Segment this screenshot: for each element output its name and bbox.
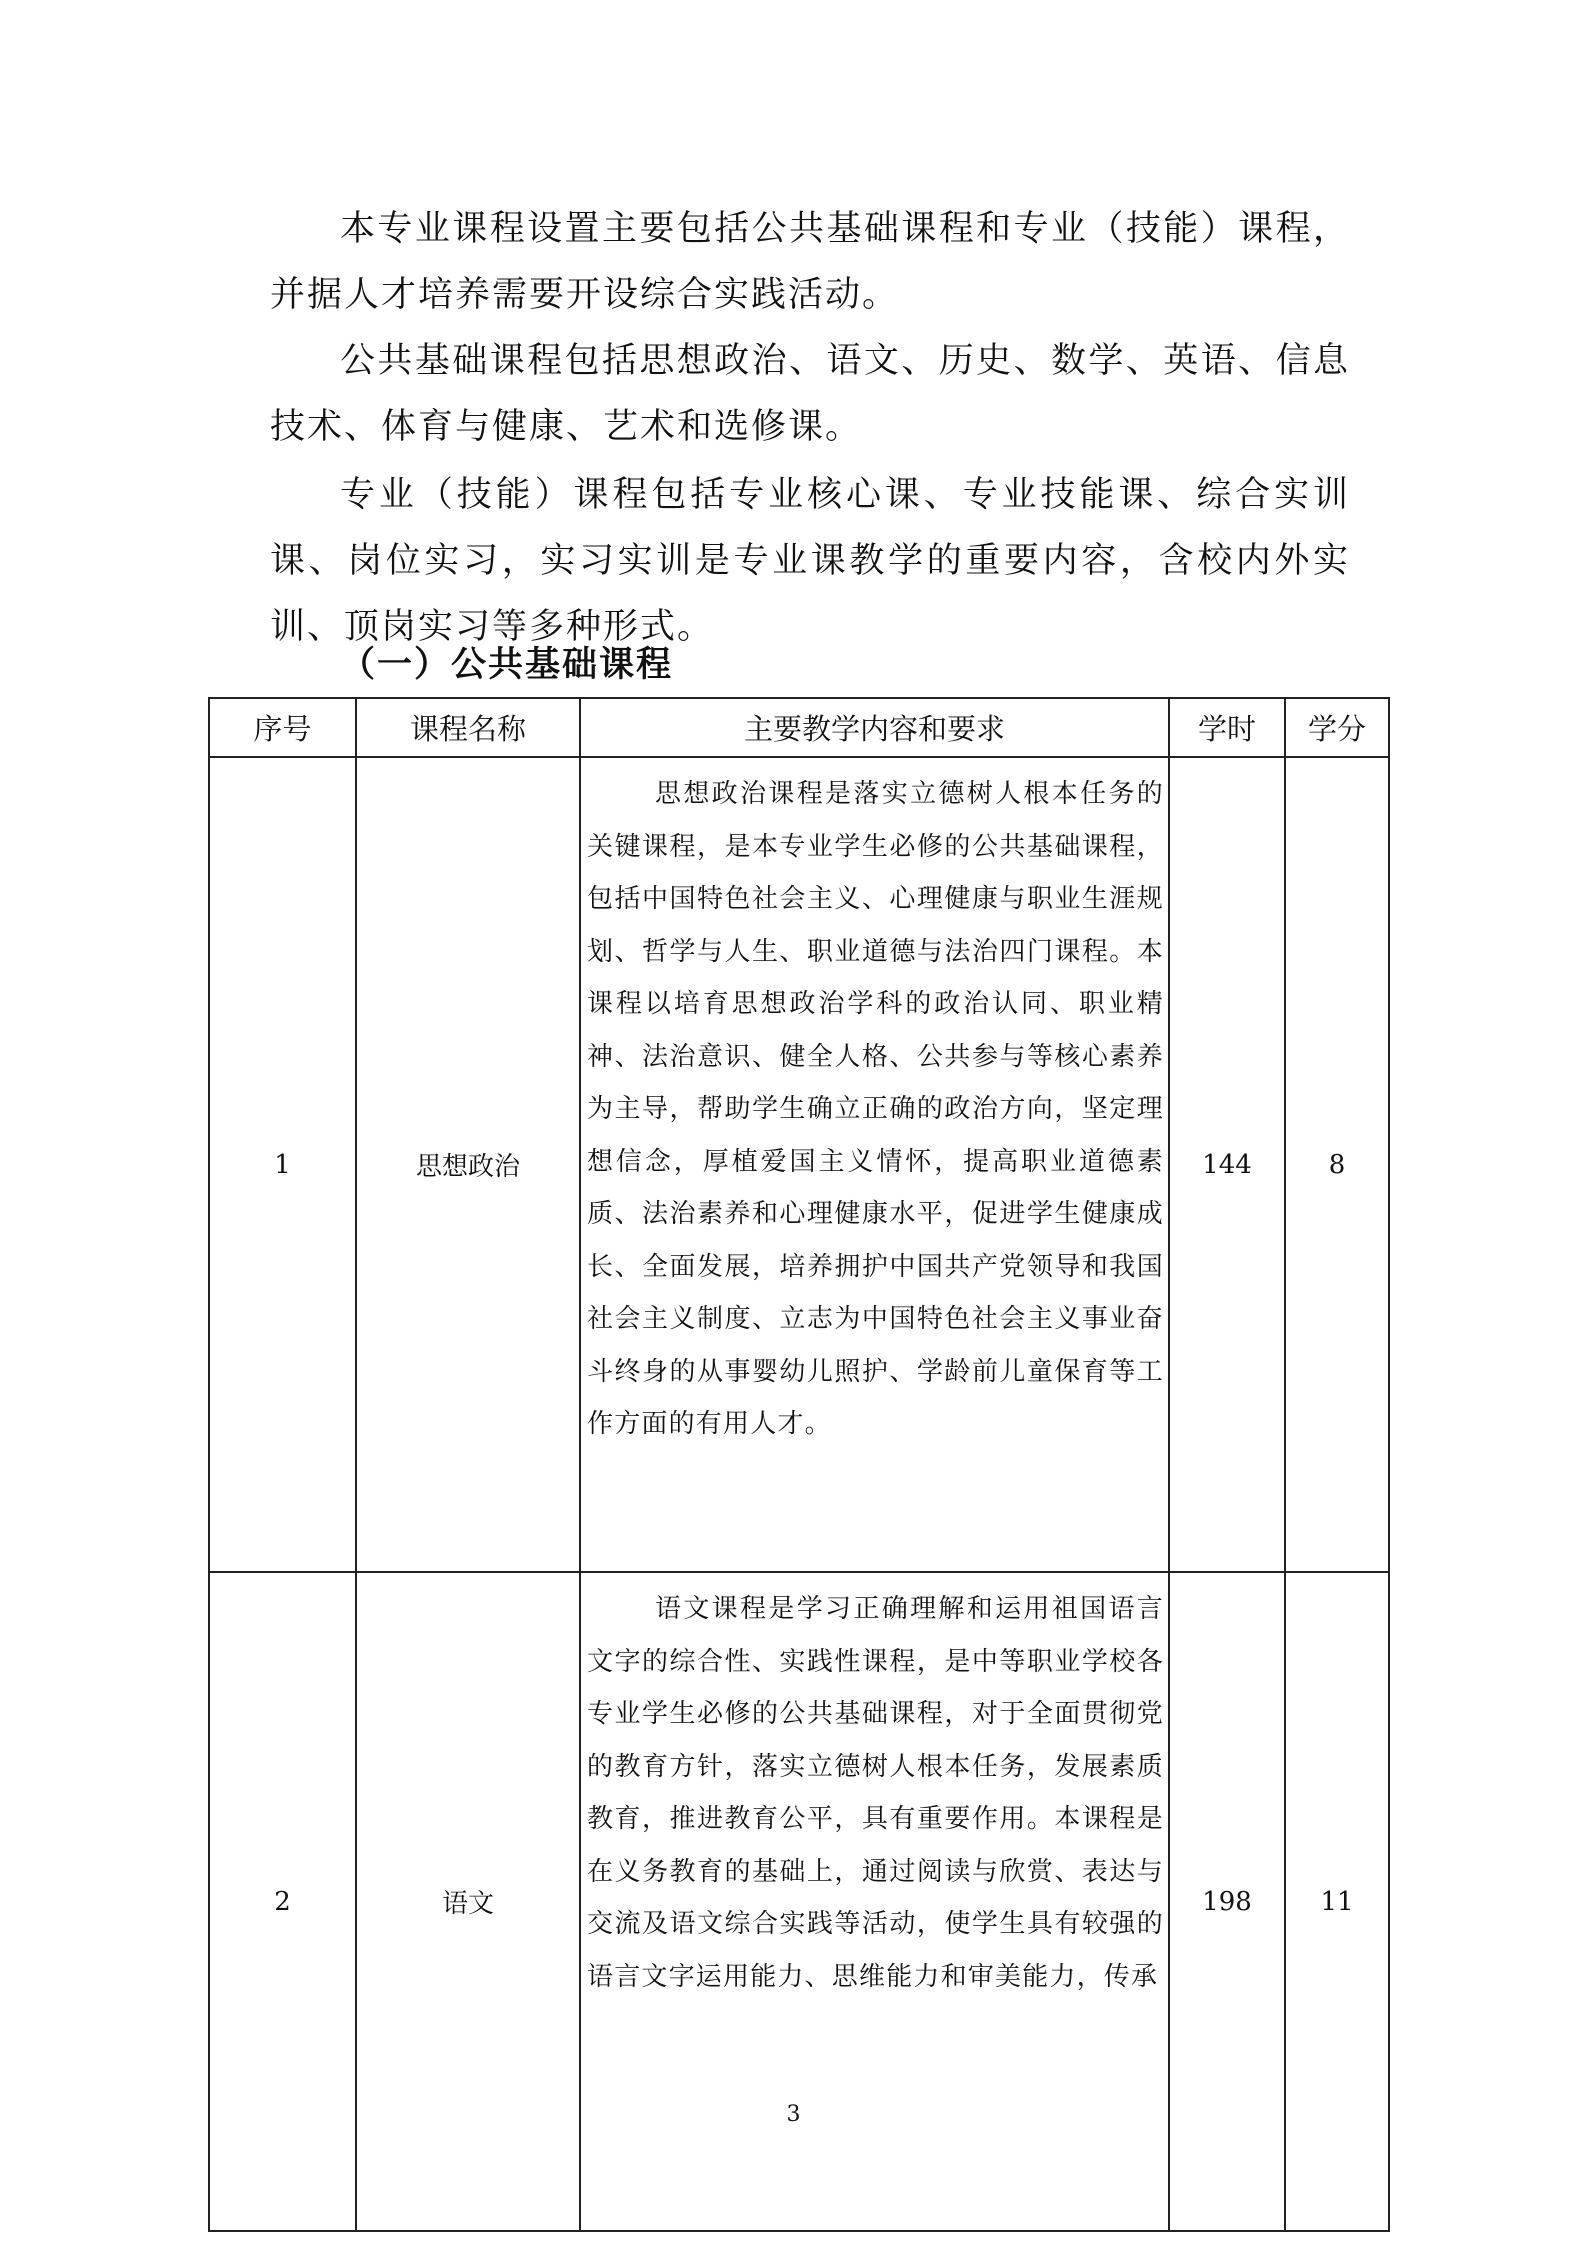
intro-paragraph-2: 公共基础课程包括思想政治、语文、历史、数学、英语、信息技术、体育与健康、艺术和选修课。 (270, 341, 1350, 447)
cell-hours: 198 (1169, 1572, 1285, 2231)
cell-no: 2 (209, 1572, 356, 2231)
table-header-row (209, 698, 1389, 757)
header-hours: 学时 (1169, 698, 1285, 757)
header-content: 主要教学内容和要求 (580, 698, 1169, 757)
cell-hours: 144 (1169, 757, 1285, 1572)
table-row (209, 757, 1389, 1572)
intro-paragraph-1: 本专业课程设置主要包括公共基础课程和专业（技能）课程，并据人才培养需要开设综合实践活动。 (270, 209, 1350, 315)
course-table (208, 697, 1390, 2232)
cell-no: 1 (209, 757, 356, 1572)
cell-credits: 8 (1285, 757, 1389, 1572)
cell-course-name: 语文 (356, 1572, 580, 2231)
cell-course-name: 思想政治 (356, 757, 580, 1572)
header-course-name: 课程名称 (356, 698, 580, 757)
page-number: 3 (786, 2102, 801, 2127)
cell-credits: 11 (1285, 1572, 1389, 2231)
header-credits: 学分 (1285, 698, 1389, 757)
cell-content: 语文课程是学习正确理解和运用祖国语言文字的综合性、实践性课程，是中等职业学校各专业学生必修的公共基础课程，对于全面贯彻党的教育方针，落实立德树人根本任务，发展素质教育，推进教育公平，具有重要作用。本课程是在义务教育的基础上，通过阅读与欣赏、表达与交流及语文综合实践等活动，使学生具有较强的语言文字运用能力、思维能力和审美能力，传承 (580, 1572, 1169, 2231)
cell-content: 思想政治课程是落实立德树人根本任务的关键课程，是本专业学生必修的公共基础课程，包括中国特色社会主义、心理健康与职业生涯规划、哲学与人生、职业道德与法治四门课程。本课程以培育思想政治学科的政治认同、职业精神、法治意识、健全人格、公共参与等核心素养为主导，帮助学生确立正确的政治方向，坚定理想信念，厚植爱国主义情怀，提高职业道德素质、法治素养和心理健康水平，促进学生健康成长、全面发展，培养拥护中国共产党领导和我国社会主义制度、立志为中国特色社会主义事业奋斗终身的从事婴幼儿照护、学龄前儿童保育等工作方面的有用人才。 (580, 757, 1169, 1572)
header-no: 序号 (209, 698, 356, 757)
table-row (209, 1572, 1389, 2231)
section-heading: （一）公共基础课程 (340, 644, 674, 685)
intro-paragraph-3: 专业（技能）课程包括专业核心课、专业技能课、综合实训课、岗位实习，实习实训是专业课教学的重要内容，含校内外实训、顶岗实习等多种形式。 (270, 475, 1350, 647)
